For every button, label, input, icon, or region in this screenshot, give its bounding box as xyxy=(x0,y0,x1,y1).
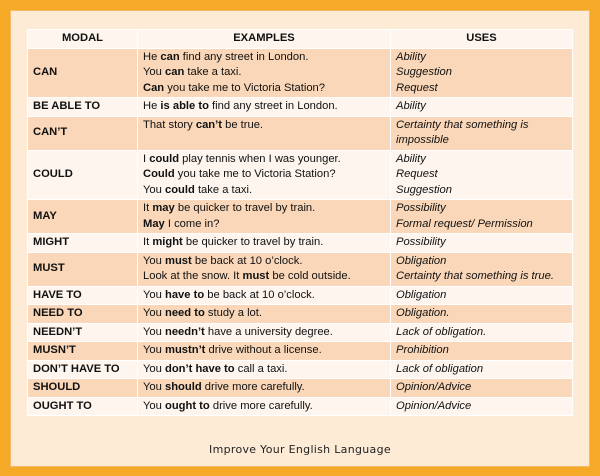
uses-cell xyxy=(391,200,573,234)
modal-cell: NEED TO xyxy=(28,305,138,324)
footer-caption: Improve Your English Language xyxy=(209,443,391,456)
example-text: You xyxy=(143,381,165,393)
example-modal-word: needn’t xyxy=(165,325,205,338)
modal-cell: NEEDN’T xyxy=(28,323,138,342)
examples-cell xyxy=(138,98,391,117)
table-row xyxy=(28,48,573,98)
example-modal-word: can xyxy=(160,50,180,63)
example-text: You xyxy=(143,344,165,356)
table-row xyxy=(28,200,573,234)
uses-cell xyxy=(391,150,573,200)
use-line: Certainty that something is xyxy=(396,118,529,131)
table-row xyxy=(28,397,573,416)
uses-cell xyxy=(391,379,573,398)
modal-cell: BE ABLE TO xyxy=(28,98,138,117)
example-text: That story xyxy=(143,118,196,131)
example-line xyxy=(143,343,385,359)
use-line: Lack of obligation. xyxy=(396,325,487,338)
example-modal-word: Could xyxy=(143,168,175,180)
examples-cell xyxy=(138,286,391,305)
example-text: It xyxy=(143,202,153,214)
uses-cell xyxy=(391,286,573,305)
uses-cell xyxy=(391,397,573,416)
uses-cell xyxy=(391,116,573,150)
example-text: be cold outside. xyxy=(269,270,351,282)
example-line xyxy=(143,152,385,168)
example-line xyxy=(143,183,385,199)
example-text: take a taxi. xyxy=(194,183,253,196)
example-line xyxy=(143,254,385,270)
example-text: You xyxy=(143,288,165,301)
example-line xyxy=(143,50,385,66)
use-line: Suggestion xyxy=(396,183,452,196)
use-line: Obligation xyxy=(396,288,447,301)
header-modal: MODAL xyxy=(28,30,138,49)
example-line xyxy=(143,167,385,183)
use-line: Suggestion xyxy=(396,66,452,78)
example-text: You xyxy=(143,183,165,196)
header-uses: USES xyxy=(391,30,573,49)
examples-cell xyxy=(138,150,391,200)
examples-cell xyxy=(138,116,391,150)
table-row xyxy=(28,234,573,253)
uses-cell xyxy=(391,360,573,379)
example-modal-word: must xyxy=(165,254,192,267)
example-text: It xyxy=(143,236,153,248)
example-text: You xyxy=(143,362,165,375)
modal-cell: DON’T HAVE TO xyxy=(28,360,138,379)
uses-cell xyxy=(391,48,573,98)
example-text: You xyxy=(143,66,165,78)
example-line xyxy=(143,118,385,134)
uses-cell xyxy=(391,252,573,286)
example-text: I xyxy=(143,152,150,165)
modal-cell: OUGHT TO xyxy=(28,397,138,416)
example-modal-word: could xyxy=(149,152,180,165)
example-line xyxy=(143,201,385,217)
example-line xyxy=(143,235,385,251)
modal-cell: MAY xyxy=(28,200,138,234)
example-modal-word: can xyxy=(165,66,185,78)
modal-cell: SHOULD xyxy=(28,379,138,398)
uses-cell xyxy=(391,323,573,342)
example-text: You xyxy=(143,307,165,319)
modal-cell: MUST xyxy=(28,252,138,286)
example-modal-word: might xyxy=(152,236,183,248)
examples-cell xyxy=(138,252,391,286)
example-text: You xyxy=(143,325,165,338)
modal-cell: MIGHT xyxy=(28,234,138,253)
example-text: play tennis when I was younger. xyxy=(179,152,341,165)
example-text: find any street in London. xyxy=(179,50,309,63)
modal-cell: MUSN’T xyxy=(28,342,138,361)
examples-cell xyxy=(138,323,391,342)
uses-cell xyxy=(391,342,573,361)
table-row xyxy=(28,286,573,305)
modal-cell: COULD xyxy=(28,150,138,200)
use-line: Opinion/Advice xyxy=(396,399,472,412)
use-line: Obligation. xyxy=(396,307,450,319)
table-row xyxy=(28,98,573,117)
table-row xyxy=(28,116,573,150)
examples-cell xyxy=(138,48,391,98)
example-modal-word: don’t have to xyxy=(165,362,235,375)
uses-cell xyxy=(391,234,573,253)
example-text: be true. xyxy=(221,118,264,131)
examples-cell xyxy=(138,305,391,324)
example-text: have a university degree. xyxy=(204,325,333,338)
use-line: Ability xyxy=(396,50,426,63)
example-text: You xyxy=(143,254,165,267)
use-line: Obligation xyxy=(396,254,447,267)
example-line xyxy=(143,65,385,81)
example-modal-word: Can xyxy=(143,81,165,94)
example-modal-word: may xyxy=(152,202,175,214)
example-modal-word: have to xyxy=(165,288,205,301)
uses-cell xyxy=(391,305,573,324)
examples-cell xyxy=(138,397,391,416)
example-line xyxy=(143,288,385,304)
example-text: drive without a license. xyxy=(205,344,322,356)
use-line: Possibility xyxy=(396,202,446,214)
example-text: you take me to Victoria Station? xyxy=(164,81,325,94)
examples-cell xyxy=(138,342,391,361)
use-line: Certainty that something is true. xyxy=(396,270,554,282)
example-modal-word: need to xyxy=(165,307,205,319)
use-line: Ability xyxy=(396,152,426,165)
example-line xyxy=(143,217,385,233)
uses-cell xyxy=(391,98,573,117)
examples-cell xyxy=(138,234,391,253)
example-text: I come in? xyxy=(164,217,220,230)
example-text: find any street in London. xyxy=(208,100,338,112)
header-examples: EXAMPLES xyxy=(138,30,391,49)
example-line xyxy=(143,269,385,285)
examples-cell xyxy=(138,360,391,379)
example-line xyxy=(143,306,385,322)
table-row xyxy=(28,342,573,361)
table-row xyxy=(28,252,573,286)
example-line xyxy=(143,362,385,378)
table-row xyxy=(28,360,573,379)
use-line: Ability xyxy=(396,100,426,112)
header-row xyxy=(28,30,573,49)
use-line: Prohibition xyxy=(396,344,449,356)
example-text: be quicker to travel by train. xyxy=(182,236,324,248)
example-line xyxy=(143,380,385,396)
example-text: be back at 10 o’clock. xyxy=(204,288,315,301)
table-row xyxy=(28,305,573,324)
table-row xyxy=(28,150,573,200)
example-text: drive more carefully. xyxy=(209,399,313,412)
example-line xyxy=(143,325,385,341)
modal-cell: CAN xyxy=(28,48,138,98)
example-modal-word: could xyxy=(165,183,195,196)
example-line xyxy=(143,81,385,97)
table-row xyxy=(28,379,573,398)
example-modal-word: is able to xyxy=(160,100,209,112)
example-modal-word: mustn’t xyxy=(165,344,206,356)
example-modal-word: can’t xyxy=(195,118,222,131)
examples-cell xyxy=(138,200,391,234)
table-row xyxy=(28,323,573,342)
use-line: Request xyxy=(396,81,438,94)
use-line: impossible xyxy=(396,134,449,146)
example-text: Look at the snow. It xyxy=(143,270,243,282)
example-text: He xyxy=(143,50,161,63)
modal-cell: HAVE TO xyxy=(28,286,138,305)
example-text: be quicker to travel by train. xyxy=(174,202,316,214)
example-text: He xyxy=(143,100,161,112)
modal-verbs-table xyxy=(27,29,573,416)
example-text: drive more carefully. xyxy=(201,381,305,393)
examples-cell xyxy=(138,379,391,398)
example-line xyxy=(143,399,385,415)
example-modal-word: must xyxy=(242,270,270,282)
example-text: you take me to Victoria Station? xyxy=(174,168,336,180)
example-modal-word: ought to xyxy=(165,399,210,412)
example-line xyxy=(143,99,385,115)
example-text: be back at 10 o’clock. xyxy=(191,254,303,267)
example-text: You xyxy=(143,399,165,412)
example-text: study a lot. xyxy=(204,307,262,319)
table-body xyxy=(28,48,573,416)
modal-cell: CAN’T xyxy=(28,116,138,150)
example-text: call a taxi. xyxy=(234,362,288,375)
use-line: Lack of obligation xyxy=(396,362,484,375)
example-text: take a taxi. xyxy=(184,66,242,78)
example-modal-word: should xyxy=(165,381,202,393)
use-line: Opinion/Advice xyxy=(396,381,472,393)
use-line: Request xyxy=(396,168,438,180)
example-modal-word: May xyxy=(143,217,165,230)
use-line: Formal request/ Permission xyxy=(396,217,533,230)
use-line: Possibility xyxy=(396,236,446,248)
